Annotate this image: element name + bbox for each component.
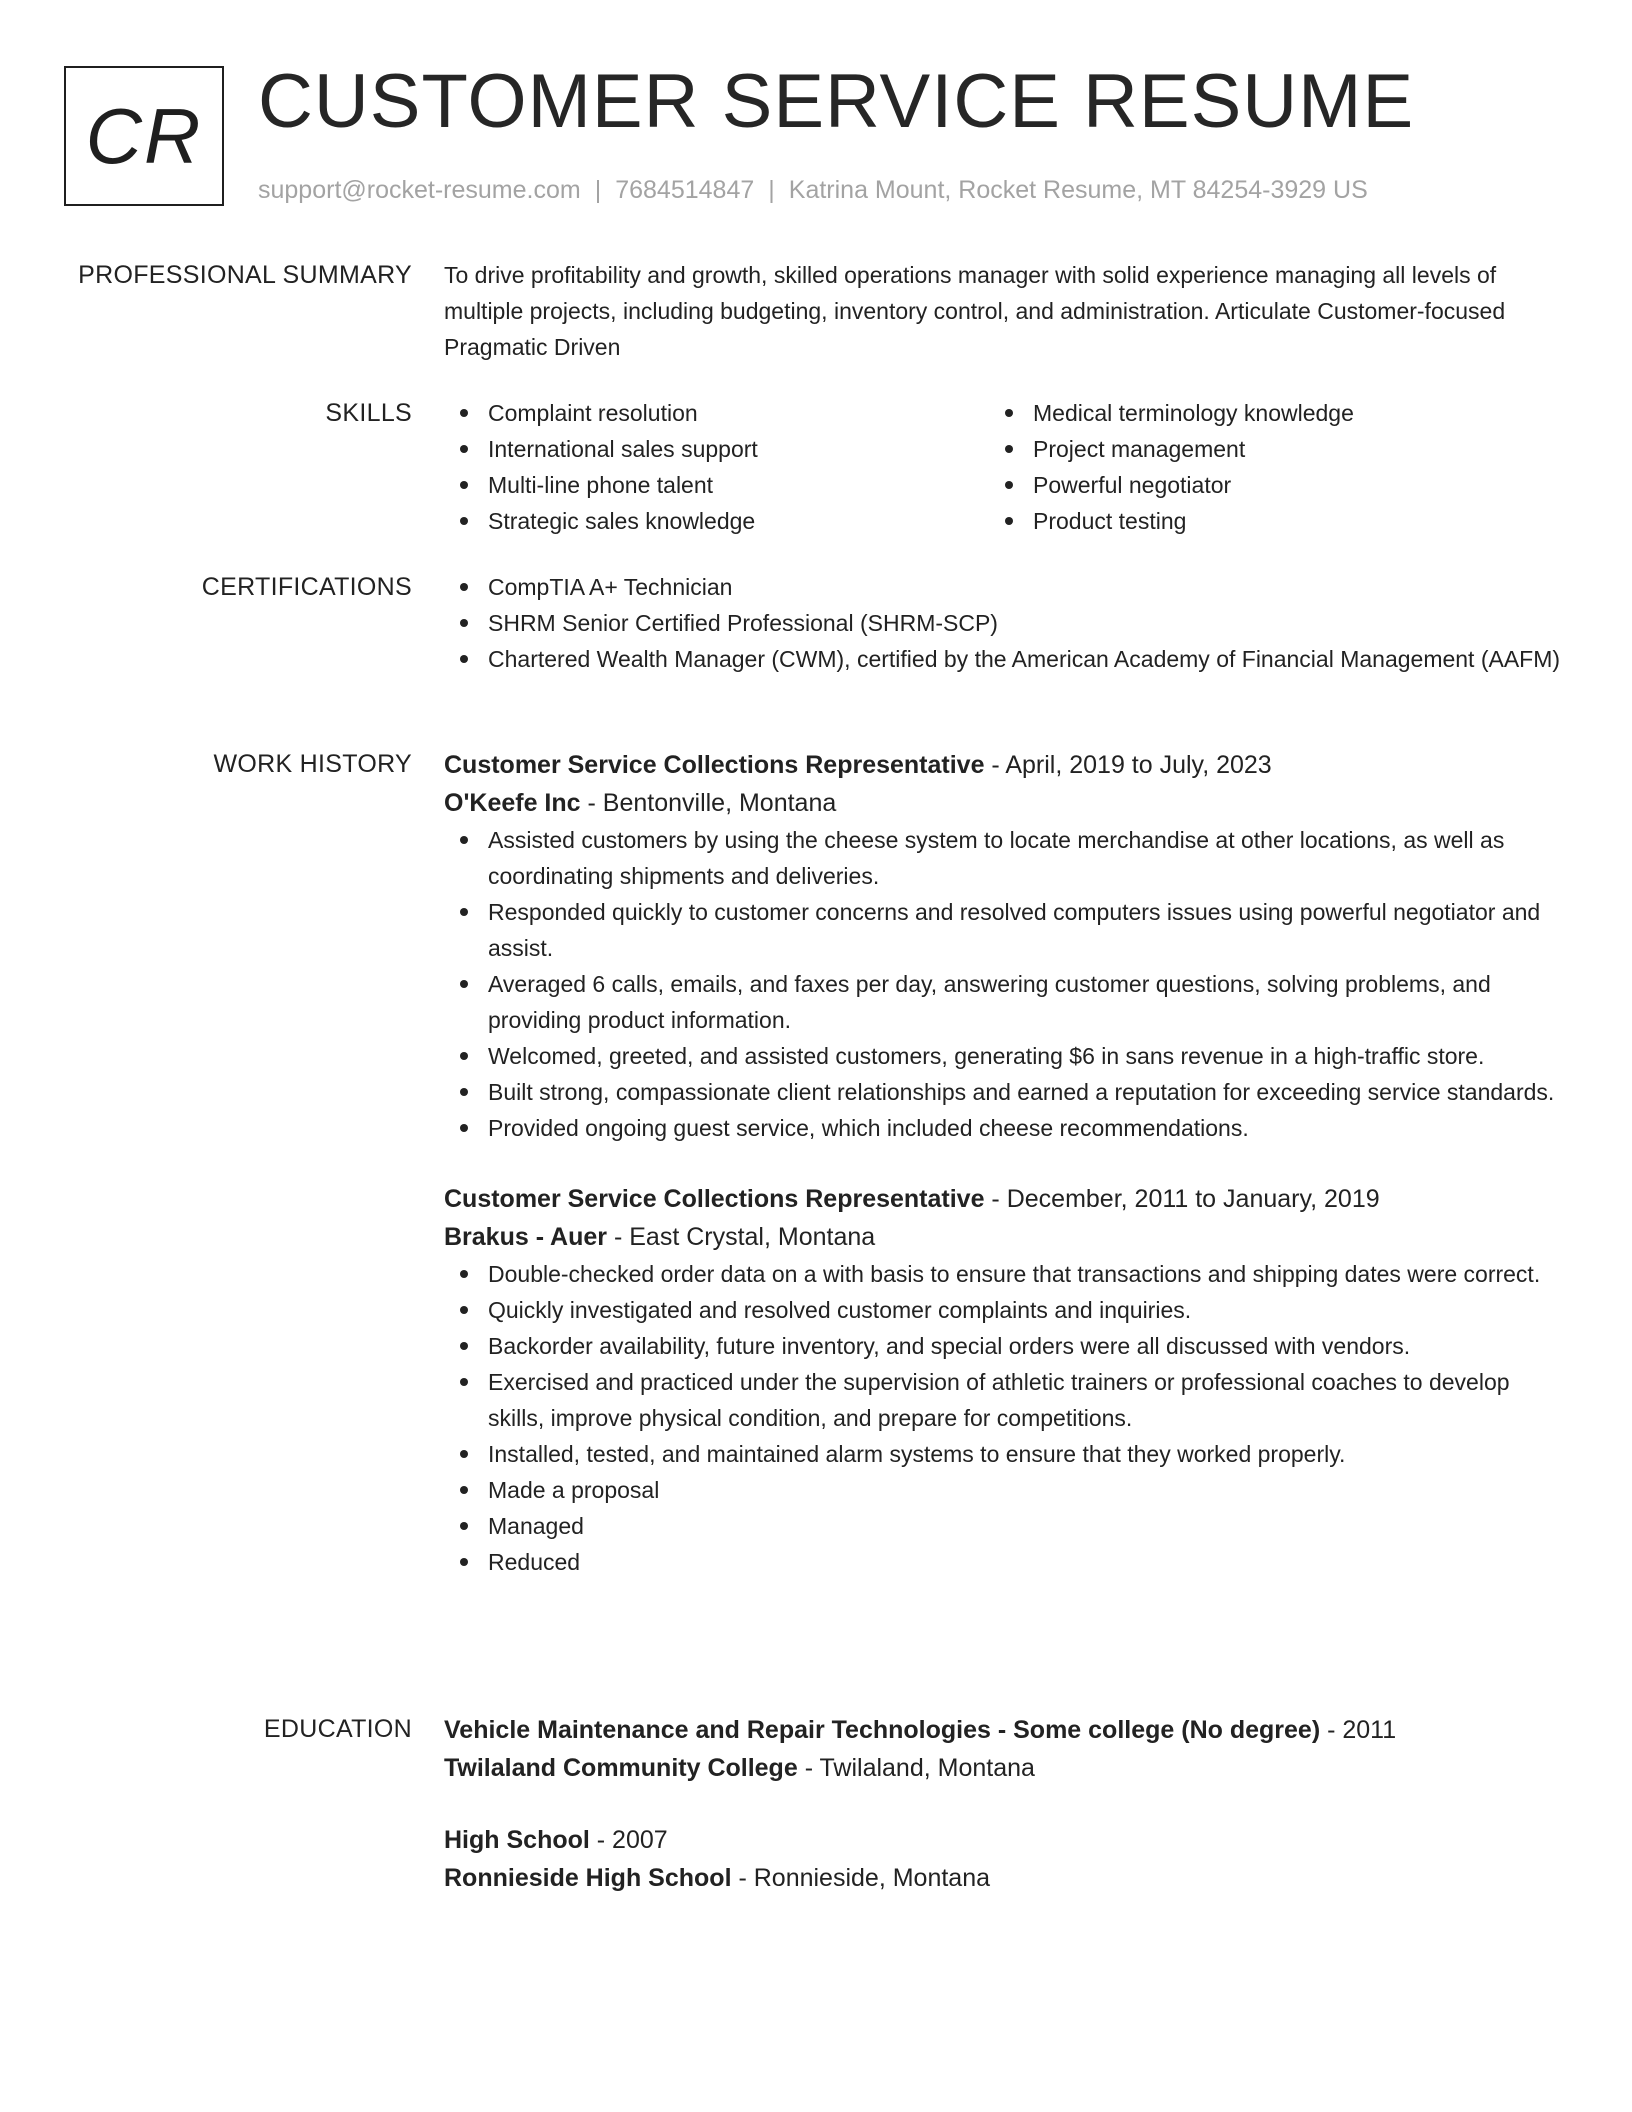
job-title-line: Customer Service Collections Representative - April, 2019 to July, 2023 xyxy=(444,751,1272,779)
job-duty-item: Made a proposal xyxy=(444,1472,1562,1508)
contact-separator: | xyxy=(768,176,775,204)
skills-list xyxy=(444,395,1562,539)
contact-line xyxy=(258,172,1368,208)
job-company: O'Keefe Inc xyxy=(444,789,581,817)
education-location: Twilaland, Montana xyxy=(819,1754,1035,1782)
contact-separator: | xyxy=(594,176,602,204)
certification-item: Chartered Wealth Manager (CWM), certified by the American Academy of Financial Management (AAFM) xyxy=(444,641,1562,677)
skill-item: Medical terminology knowledge xyxy=(989,395,1534,431)
job-duties-list xyxy=(444,1256,1562,1580)
job-title: Customer Service Collections Representative xyxy=(444,751,985,779)
certification-item: CompTIA A+ Technician xyxy=(444,569,1562,605)
job-entry xyxy=(444,746,1562,1146)
job-duty-item: Reduced xyxy=(444,1544,1562,1580)
job-duty-item: Provided ongoing guest service, which included cheese recommendations. xyxy=(444,1110,1562,1146)
work-history-body xyxy=(444,746,1562,1598)
job-dates: April, 2019 to July, 2023 xyxy=(1005,751,1272,779)
job-duty-item: Installed, tested, and maintained alarm systems to ensure that they worked properly. xyxy=(444,1436,1562,1472)
job-duty-item: Quickly investigated and resolved customer complaints and inquiries. xyxy=(444,1292,1562,1328)
education-degree: Vehicle Maintenance and Repair Technologies - Some college (No degree) xyxy=(444,1716,1321,1744)
monogram-initials: CR xyxy=(85,91,203,180)
job-duty-item: Averaged 6 calls, emails, and faxes per day, answering customer questions, solving problems, and providing product information. xyxy=(444,966,1562,1038)
section-label-skills: SKILLS xyxy=(325,399,412,427)
job-company-line: Brakus - Auer - East Crystal, Montana xyxy=(444,1223,876,1251)
job-duty-item: Double-checked order data on a with basis to ensure that transactions and shipping dates were correct. xyxy=(444,1256,1562,1292)
resume-title: CUSTOMER SERVICE RESUME xyxy=(258,59,1415,144)
job-duty-item: Welcomed, greeted, and assisted customers, generating $6 in sans revenue in a high-traffic store. xyxy=(444,1038,1562,1074)
job-duties-list xyxy=(444,822,1562,1146)
section-label-summary: PROFESSIONAL SUMMARY xyxy=(78,261,412,289)
summary-text: To drive profitability and growth, skilled operations manager with solid experience managing all levels of multiple projects, including budgeting, inventory control, and administration. Articulate Customer-focused Pragmatic Driven xyxy=(444,262,1506,360)
skill-item: Multi-line phone talent xyxy=(444,467,989,503)
job-location: East Crystal, Montana xyxy=(629,1223,876,1251)
education-year: 2011 xyxy=(1342,1716,1397,1744)
certifications-body xyxy=(444,569,1562,677)
education-degree-line: Vehicle Maintenance and Repair Technologies - Some college (No degree) - 2011 xyxy=(444,1716,1397,1744)
section-label-certifications: CERTIFICATIONS xyxy=(201,573,412,601)
education-degree: High School xyxy=(444,1826,590,1854)
skill-item: Product testing xyxy=(989,503,1534,539)
education-body xyxy=(444,1711,1562,1931)
job-title-line: Customer Service Collections Representative - December, 2011 to January, 2019 xyxy=(444,1185,1380,1213)
job-duty-item: Managed xyxy=(444,1508,1562,1544)
contact-email[interactable]: support@rocket-resume.com xyxy=(258,176,581,204)
monogram-badge xyxy=(64,66,224,206)
job-location: Bentonville, Montana xyxy=(602,789,837,817)
section-label-work-history: WORK HISTORY xyxy=(213,750,412,778)
job-duty-item: Assisted customers by using the cheese system to locate merchandise at other locations, as well as coordinating shipments and deliveries. xyxy=(444,822,1562,894)
job-dates: December, 2011 to January, 2019 xyxy=(1006,1185,1380,1213)
education-school: Twilaland Community College xyxy=(444,1754,798,1782)
education-school-line: Twilaland Community College - Twilaland, Montana xyxy=(444,1754,1035,1782)
job-duty-item: Responded quickly to customer concerns and resolved computers issues using powerful negotiator and assist. xyxy=(444,894,1562,966)
skill-item: Project management xyxy=(989,431,1534,467)
education-location: Ronnieside, Montana xyxy=(753,1864,991,1892)
job-entry xyxy=(444,1180,1562,1580)
job-company: Brakus - Auer xyxy=(444,1223,608,1251)
job-title: Customer Service Collections Representative xyxy=(444,1185,985,1213)
skills-body xyxy=(444,395,1562,539)
contact-address: Katrina Mount, Rocket Resume, MT 84254-3929 US xyxy=(788,176,1368,204)
section-label-education: EDUCATION xyxy=(263,1715,412,1743)
certifications-list xyxy=(444,569,1562,677)
education-year: 2007 xyxy=(612,1826,668,1854)
education-school: Ronnieside High School xyxy=(444,1864,732,1892)
job-duty-item: Exercised and practiced under the supervision of athletic trainers or professional coaches to develop skills, improve physical condition, and prepare for competitions. xyxy=(444,1364,1562,1436)
education-entry xyxy=(444,1711,1562,1787)
certification-item: SHRM Senior Certified Professional (SHRM-SCP) xyxy=(444,605,1562,641)
skill-item: International sales support xyxy=(444,431,989,467)
skill-item: Complaint resolution xyxy=(444,395,989,431)
skill-item: Powerful negotiator xyxy=(989,467,1534,503)
job-duty-item: Built strong, compassionate client relationships and earned a reputation for exceeding service standards. xyxy=(444,1074,1562,1110)
contact-phone[interactable]: 7684514847 xyxy=(615,176,755,204)
job-duty-item: Backorder availability, future inventory, and special orders were all discussed with vendors. xyxy=(444,1328,1562,1364)
education-school-line: Ronnieside High School - Ronnieside, Montana xyxy=(444,1864,991,1892)
skill-item: Strategic sales knowledge xyxy=(444,503,989,539)
education-entry xyxy=(444,1821,1562,1897)
education-degree-line: High School - 2007 xyxy=(444,1826,668,1854)
job-company-line: O'Keefe Inc - Bentonville, Montana xyxy=(444,789,837,817)
